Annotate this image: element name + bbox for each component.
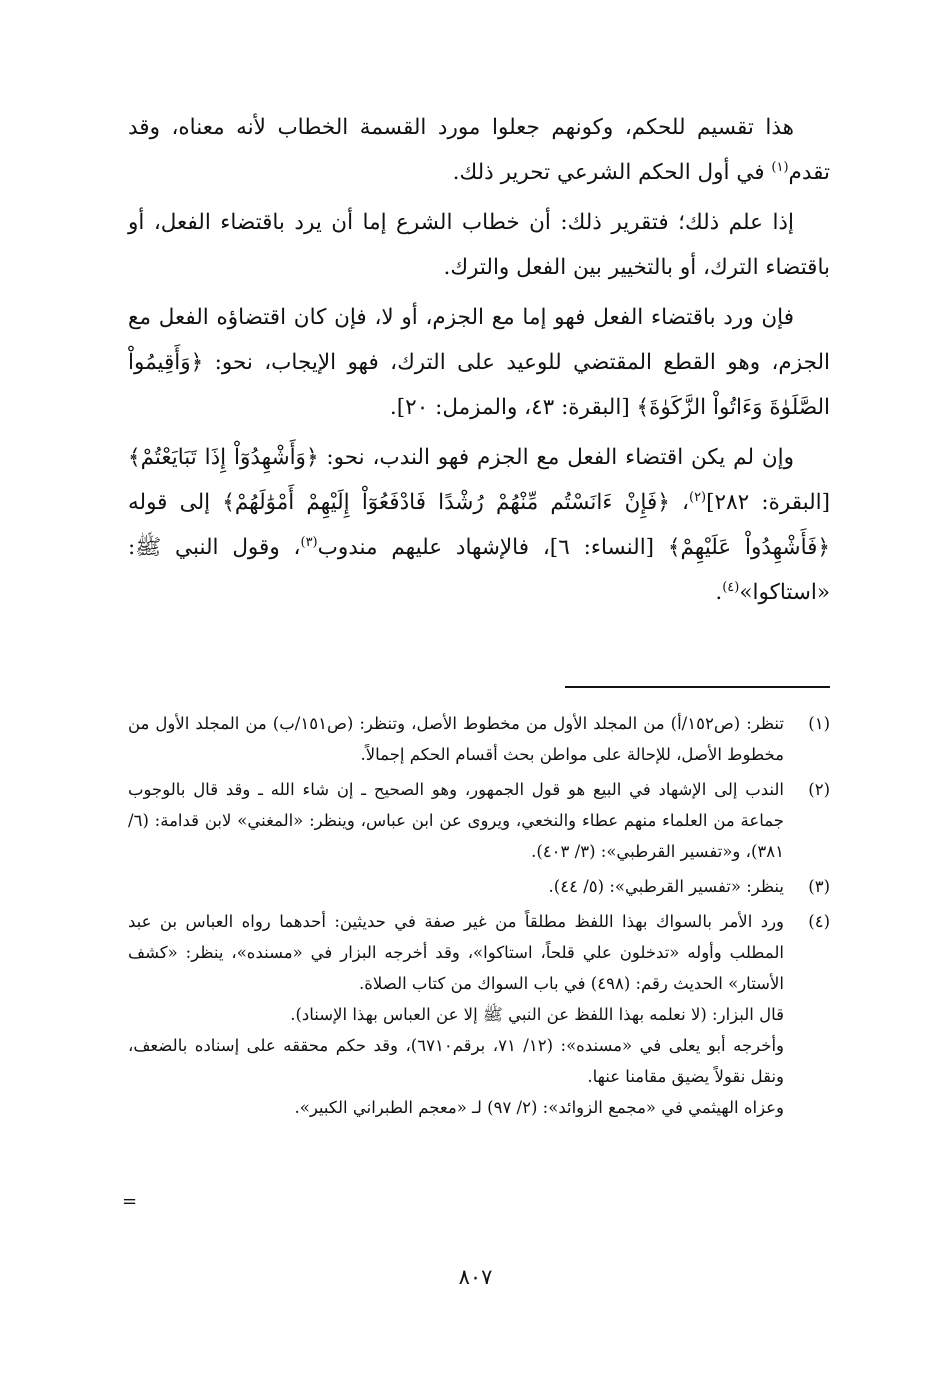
page-number: ٨٠٧ — [458, 1265, 493, 1289]
paragraph-2: إذا علم ذلك؛ فتقرير ذلك: أن خطاب الشرع إما أن يرد باقتضاء الفعل، أو باقتضاء الترك، أو بالتخيير بين الفعل والترك. — [128, 210, 830, 280]
footnote-line: قال البزار: (لا نعلمه بهذا اللفظ عن النبي ﷺ إلا عن العباس بهذا الإسناد). — [290, 1005, 784, 1024]
footnote-line: ينظر: «تفسير القرطبي»: (٥/ ٤٤). — [548, 877, 784, 896]
footnote-ref-4[interactable]: (٤) — [722, 579, 740, 595]
footnote-ref-2[interactable]: (٢) — [688, 489, 707, 505]
footnote-3 — [128, 871, 830, 902]
footnote-body — [128, 708, 784, 770]
paragraph-3: فإن ورد باقتضاء الفعل فهو إما مع الجزم، أو لا، فإن كان اقتضاؤه الفعل مع الجزم، وهو القطع المقتضي للوعيد على الترك، فهو الإيجاب، نحو: ﴿وَأَقِيمُواْ الصَّلَوٰةَ وَءَاتُواْ الزَّكَوٰةَ﴾ [البقرة: ٤٣، والمزمل: ٢٠]. — [128, 305, 830, 420]
paragraph-4-text-b: ، ﴿فَإِنْ ءَانَسْتُم مِّنْهُمْ رُشْدًا فَادْفَعُوٓاْ إِلَيْهِمْ أَمْوَٰلَهُمْ﴾ إلى قوله ﴿فَأَشْهِدُواْ عَلَيْهِمْ﴾ [النساء: ٦]، فالإشهاد عليهم مندوب — [128, 490, 830, 560]
paragraph-4 — [128, 435, 830, 615]
footnote-body — [128, 871, 784, 902]
footnote-line: الندب إلى الإشهاد في البيع هو قول الجمهور، وهو الصحيح ـ إن شاء الله ـ وقد قال بالوجوب جماعة من العلماء منهم عطاء والنخعي، ويروى عن ابن عباس، وينظر: «المغني» لابن قدامة: (٦/ ٣٨١)، و«تفسير القرطبي»: (٣/ ٤٠٣). — [128, 780, 784, 861]
footnote-body — [128, 774, 784, 867]
footnote-ref-3[interactable]: (٣) — [300, 534, 318, 550]
footnote-line: وأخرجه أبو يعلى في «مسنده»: (١٢/ ٧١، برقم٦٧١٠)، وقد حكم محققه على إسناده بالضعف، ونقل نقولاً يضيق مقامنا عنها. — [128, 1036, 785, 1086]
footnotes-section — [128, 708, 830, 1127]
paragraph-1 — [128, 105, 830, 195]
footnote-number: (٢) — [808, 780, 830, 799]
footnote-divider — [565, 686, 830, 688]
footnote-number: (١) — [808, 714, 830, 733]
paragraph-4-text-c: ، وقول النبي ﷺ: «استاكوا» — [128, 535, 830, 605]
paragraph-1-text-b: في أول الحكم الشرعي تحرير ذلك. — [452, 160, 772, 185]
footnote-line: وعزاه الهيثمي في «مجمع الزوائد»: (٢/ ٩٧) لـ «معجم الطبراني الكبير». — [294, 1098, 784, 1117]
footnote-line: تنظر: (ص١٥٢/أ) من المجلد الأول من مخطوط الأصل، وتنظر: (ص١٥١/ب) من المجلد الأول من مخطوط الأصل، للإحالة على مواطن بحث أقسام الحكم إجمالاً. — [128, 714, 785, 764]
paragraph-4-text-d: . — [715, 580, 723, 605]
footnote-4 — [128, 906, 830, 1123]
footnote-line: ورد الأمر بالسواك بهذا اللفظ مطلقاً من غير صفة في حديثين: أحدهما رواه العباس بن عبد المطلب وأوله «تدخلون علي قلحاً، استاكوا»، وقد أخرجه البزار في «مسنده»، ينظر: «كشف الأستار» الحديث رقم: (٤٩٨) في باب السواك من كتاب الصلاة. — [128, 912, 784, 993]
footnote-number: (٤) — [808, 912, 830, 931]
footnote-body — [128, 906, 784, 1123]
footnote-number: (٣) — [808, 877, 830, 896]
footnote-ref-1[interactable]: (١) — [771, 159, 789, 175]
footnote-2 — [128, 774, 830, 867]
paragraph-4-text-a: وإن لم يكن اقتضاء الفعل مع الجزم فهو الندب، نحو: ﴿وَأَشْهِدُوٓاْ إِذَا تَبَايَعْتُمْ﴾ [البقرة: ٢٨٢] — [128, 445, 831, 515]
paragraph-1-text-a: هذا تقسيم للحكم، وكونهم جعلوا مورد القسمة الخطاب لأنه معناه، وقد تقدم — [128, 115, 830, 185]
continuation-mark: = — [122, 1191, 138, 1212]
footnote-1 — [128, 708, 830, 770]
main-text — [128, 105, 830, 620]
